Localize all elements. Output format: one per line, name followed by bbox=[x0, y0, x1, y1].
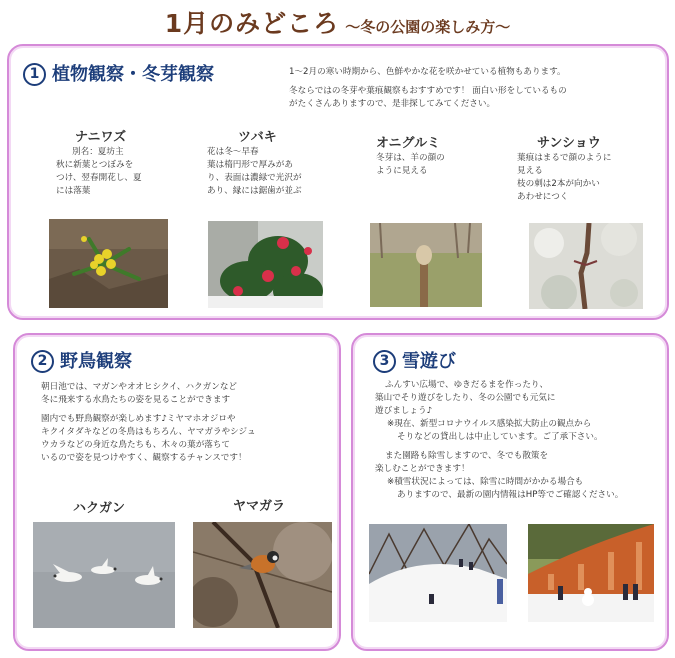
plant-desc-line: つけ、翌春開花し、夏 bbox=[56, 173, 142, 183]
plant-desc-line: あり、縁には鋸歯が並ぶ bbox=[207, 186, 302, 196]
snow-panel bbox=[351, 333, 669, 651]
snow-note-line: ※現在、新型コロナウイルス感染拡大防止の観点から bbox=[387, 419, 592, 429]
photo-sansho bbox=[529, 223, 643, 309]
birds-text-line: 朝日池では、マガンやオオヒシクイ、ハクガンなど bbox=[41, 382, 238, 392]
plant-desc-line: 葉痕はまるで顔のように bbox=[517, 153, 612, 163]
birds-number-badge: 2 bbox=[31, 350, 54, 373]
birds-text-line: ウカラなどの身近な鳥たちも、木々の葉が落ちて bbox=[41, 440, 230, 450]
plant-desc-line: 花は冬～早春 bbox=[207, 147, 259, 157]
page-title bbox=[0, 4, 675, 40]
plants-number-badge: 1 bbox=[23, 63, 46, 86]
birds-text bbox=[41, 381, 336, 465]
plant-desc-line: 見える bbox=[517, 166, 543, 176]
plants-heading-text: 植物観察・冬芽観察 bbox=[52, 64, 214, 85]
photo-naniwazu bbox=[49, 219, 168, 308]
plants-intro-line: 冬ならではの冬芽や葉痕観察もおすすめです！ 面白い形をしているもの bbox=[289, 86, 567, 96]
plant-desc-sansho bbox=[517, 152, 657, 204]
plant-desc-onigurumi bbox=[376, 152, 486, 178]
photo-hakugan bbox=[33, 522, 175, 628]
plant-desc-line: り、表面は濃緑で光沢が bbox=[207, 173, 302, 183]
plants-intro bbox=[289, 66, 659, 111]
snow-text-line: 楽しむことができます！ bbox=[375, 464, 470, 474]
bird-name-yamagara: ヤマガラ bbox=[233, 499, 286, 514]
plant-desc-line: には落葉 bbox=[56, 186, 91, 196]
plants-intro-line: がたくさんありますので、是非探してみてください。 bbox=[289, 99, 496, 109]
plant-desc-naniwazu bbox=[56, 146, 171, 198]
photo-snow-plaza bbox=[528, 524, 654, 622]
plant-name-naniwazu: ナニワズ bbox=[75, 130, 127, 145]
plant-desc-line: あわせにつく bbox=[517, 192, 569, 202]
plants-intro-line: 1～2月の寒い時期から、色鮮やかな花を咲かせている植物もあります。 bbox=[289, 67, 566, 77]
plant-name-sansho: サンショウ bbox=[537, 136, 601, 151]
plants-panel bbox=[7, 44, 669, 320]
plant-desc-line: 秋に新葉とつぼみを bbox=[56, 160, 134, 170]
snow-text-line: 遊びましょう♪ bbox=[375, 406, 433, 416]
plant-desc-line: 枝の刺は2本が向かい bbox=[517, 179, 600, 189]
plant-desc-line: ように見える bbox=[376, 166, 428, 176]
plant-desc-line: 別名：夏坊主 bbox=[72, 147, 124, 157]
snow-text-line: 築山でそり遊びをしたり、冬の公園でも元気に bbox=[375, 393, 556, 403]
plant-desc-tsubaki bbox=[207, 146, 332, 198]
plant-name-onigurumi: オニグルミ bbox=[376, 136, 441, 151]
page-title-main: 1月のみどころ bbox=[164, 9, 340, 38]
snow-text-line: ふんすい広場で、ゆきだるまを作ったり、 bbox=[385, 380, 549, 390]
snow-note-line: そりなどの貸出しは中止しています。ご了承下さい。 bbox=[397, 432, 603, 442]
photo-tsubaki bbox=[208, 221, 323, 308]
page-title-sub: ～冬の公園の楽しみ方～ bbox=[345, 18, 511, 36]
snow-note-line: ※積雪状況によっては、除雪に時間がかかる場合も bbox=[387, 477, 584, 487]
plants-heading bbox=[23, 60, 214, 86]
birds-text-line: 冬に飛来する水鳥たちの姿を見ることができます bbox=[41, 395, 231, 405]
snow-text bbox=[375, 379, 665, 502]
birds-text-line: 園内でも野鳥観察が楽しめます♪ミヤマホオジロや bbox=[41, 414, 236, 424]
snow-text-line: また園路も除雪しますので、冬でも散策を bbox=[385, 451, 549, 461]
snow-heading-text: 雪遊び bbox=[402, 351, 456, 372]
snow-number-badge: 3 bbox=[373, 350, 396, 373]
plant-name-tsubaki: ツバキ bbox=[238, 130, 277, 145]
snow-heading bbox=[373, 347, 456, 373]
plant-desc-line: 葉は楕円形で厚みがあ bbox=[207, 160, 293, 170]
birds-text-line: いるので姿を見つけやすく、観察するチャンスです！ bbox=[41, 453, 247, 463]
birds-panel bbox=[13, 333, 341, 651]
birds-heading-text: 野鳥観察 bbox=[60, 351, 132, 372]
bird-name-hakugan: ハクガン bbox=[73, 501, 126, 516]
birds-heading bbox=[31, 347, 132, 373]
photo-onigurumi bbox=[370, 223, 482, 307]
snow-note-line: ありますので、最新の園内情報はHP等でご確認ください。 bbox=[397, 490, 624, 500]
birds-text-line: キクイタダキなどの冬鳥はもちろん、ヤマガラやシジュ bbox=[41, 427, 256, 437]
photo-sledding bbox=[369, 524, 507, 622]
photo-yamagara bbox=[193, 522, 332, 628]
plant-desc-line: 冬芽は、羊の顔の bbox=[376, 153, 445, 163]
